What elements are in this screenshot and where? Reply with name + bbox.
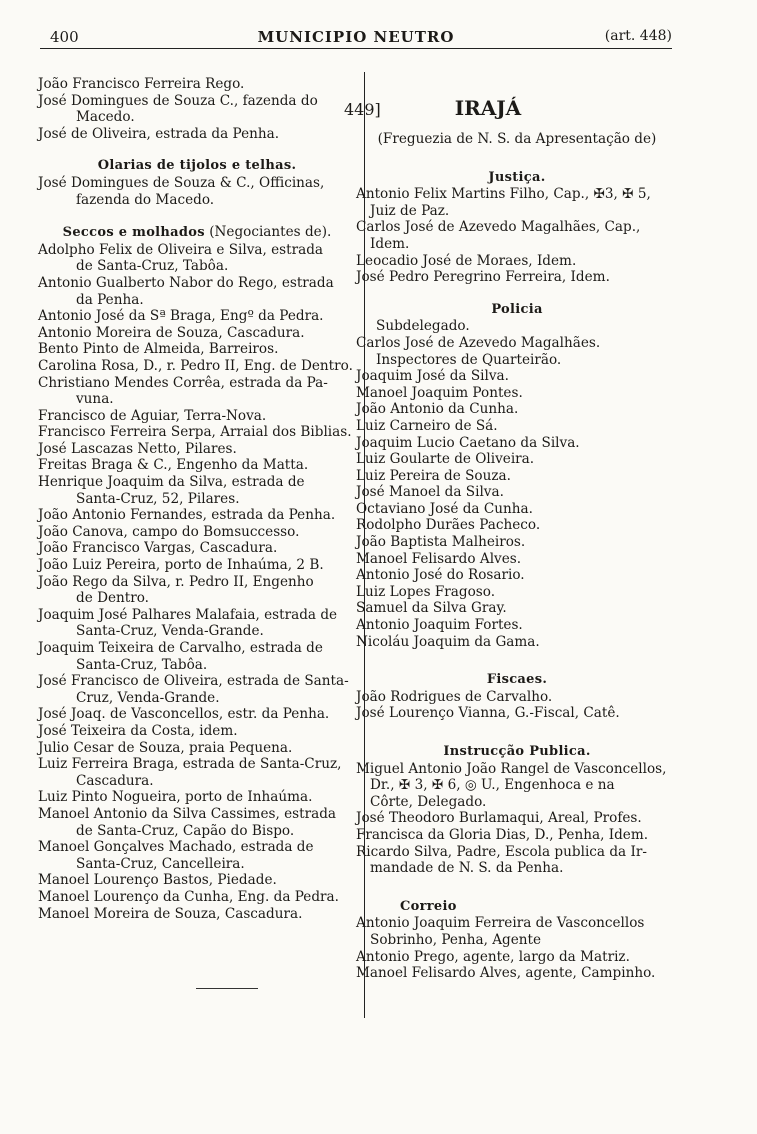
directory-entry — [38, 507, 356, 524]
directory-entry — [38, 126, 356, 143]
inspectores-list — [356, 368, 678, 650]
directory-entry — [38, 574, 356, 607]
list-item: Antonio Joaquim Fortes. — [356, 617, 523, 634]
entry-line: Manoel Lourenço Bastos, Piedade. — [38, 872, 277, 889]
directory-entry — [38, 839, 356, 872]
entry-line: João Rodrigues de Carvalho. — [356, 688, 553, 705]
entry-continuation: de Santa-Cruz, Tabôa. — [76, 258, 229, 275]
entry-continuation: mandade de N. S. da Penha. — [370, 860, 564, 877]
entry-line: Manoel Antonio da Silva Cassimes, estrada — [38, 805, 336, 822]
entry-line: Francisco de Aguiar, Terra-Nova. — [38, 407, 267, 424]
justica-entries — [356, 186, 678, 286]
entry-line: João Francisco Ferreira Rego. — [38, 76, 245, 92]
column-end-rule — [196, 988, 258, 989]
directory-entry — [38, 474, 356, 507]
entry-continuation: vuna. — [76, 391, 114, 408]
entry-line: José Theodoro Burlamaqui, Areal, Profes. — [356, 810, 642, 827]
directory-entry — [38, 76, 356, 93]
directory-entry — [356, 965, 678, 982]
subdelegado-label: Subdelegado. — [376, 318, 470, 335]
directory-entry — [356, 827, 678, 844]
directory-entry — [38, 706, 356, 723]
directory-entry — [38, 175, 356, 208]
list-item: José Manoel da Silva. — [356, 484, 504, 501]
directory-entry — [38, 424, 356, 441]
directory-entry — [38, 275, 356, 308]
page-header — [40, 28, 672, 50]
directory-entry — [356, 689, 678, 706]
entry-continuation: Juiz de Paz. — [370, 202, 450, 219]
list-item: Antonio José do Rosario. — [356, 567, 525, 584]
directory-entry — [38, 375, 356, 408]
entry-line: Antonio Gualberto Nabor do Rego, estrada — [38, 274, 334, 291]
directory-entry — [356, 705, 678, 722]
list-item: Octaviano José da Cunha. — [356, 500, 533, 517]
directory-entry — [38, 889, 356, 906]
entry-line: João Francisco Vargas, Cascadura. — [38, 540, 278, 557]
entry-continuation: Dr., ✠ 3, ✠ 6, ◎ U., Engenhoca e na — [370, 777, 615, 794]
directory-entry — [38, 341, 356, 358]
entry-line: João Antonio Fernandes, estrada da Penha. — [38, 507, 336, 524]
entry-line: Manoel Felisardo Alves, agente, Campinho. — [356, 965, 656, 982]
section-title: IRAJÁ — [454, 96, 522, 120]
directory-entry — [356, 269, 678, 286]
entry-line: Joaquim Teixeira de Carvalho, estrada de — [38, 640, 323, 656]
entry-line: José Domingues de Souza C., fazenda do — [38, 92, 318, 109]
entry-line: Joaquim José Palhares Malafaia, estrada de — [38, 606, 338, 623]
section-title-line — [344, 95, 678, 123]
right-column — [344, 95, 678, 982]
header-rule — [40, 48, 672, 49]
list-item: Luiz Lopes Fragoso. — [356, 583, 496, 600]
instrucao-heading: Instrucção Publica. — [443, 744, 591, 759]
entry-continuation: da Penha. — [76, 291, 144, 308]
entry-line: Adolpho Felix de Oliveira e Silva, estrada — [38, 241, 324, 258]
entry-line: Ricardo Silva, Padre, Escola publica da Ir- — [356, 843, 647, 860]
entry-line: José Lourenço Vianna, G.-Fiscal, Catê. — [356, 705, 620, 722]
list-item: Joaquim Lucio Caetano da Silva. — [356, 434, 580, 451]
entry-line: José Teixeira da Costa, idem. — [38, 722, 238, 739]
entry-line: Leocadio José de Moraes, Idem. — [356, 252, 577, 269]
list-item: Luiz Carneiro de Sá. — [356, 417, 498, 434]
entry-continuation: Santa-Cruz, Cancelleira. — [76, 855, 245, 872]
list-item: João Baptista Malheiros. — [356, 534, 526, 551]
correio-entries — [356, 915, 678, 981]
directory-entry — [38, 524, 356, 541]
directory-entry — [38, 325, 356, 342]
entry-line: Manoel Gonçalves Machado, estrada de — [38, 839, 314, 856]
list-item: Nicoláu Joaquim da Gama. — [356, 633, 540, 650]
seccos-heading-line — [38, 224, 356, 242]
left-top-entries — [38, 76, 356, 142]
entry-line: Manoel Lourenço da Cunha, Eng. da Pedra. — [38, 888, 339, 905]
seccos-heading: Seccos e molhados — [62, 225, 205, 241]
entry-line: Freitas Braga & C., Engenho da Matta. — [38, 457, 309, 474]
entry-line: Francisco Ferreira Serpa, Arraial dos Biblias. — [38, 424, 352, 441]
directory-entry — [38, 242, 356, 275]
policia-heading: Policia — [491, 301, 543, 317]
correio-heading: Correio — [400, 898, 457, 914]
list-item: João Antonio da Cunha. — [356, 401, 519, 418]
entry-line: Antonio José da Sª Braga, Engº da Pedra. — [38, 308, 324, 325]
list-item: Manoel Felisardo Alves. — [356, 550, 522, 567]
directory-entry — [356, 949, 678, 966]
left-column — [38, 76, 356, 922]
entry-continuation: Côrte, Delegado. — [370, 793, 487, 810]
directory-entry — [38, 756, 356, 789]
entry-continuation: fazenda do Macedo. — [76, 191, 215, 208]
instrucao-entries — [356, 761, 678, 877]
directory-entry — [38, 673, 356, 706]
directory-entry — [38, 308, 356, 325]
entry-continuation: Sobrinho, Penha, Agente — [370, 931, 542, 948]
entry-line: José Pedro Peregrino Ferreira, Idem. — [356, 269, 610, 286]
directory-entry — [38, 358, 356, 375]
directory-entry — [38, 806, 356, 839]
directory-entry — [356, 810, 678, 827]
directory-entry — [38, 93, 356, 126]
directory-entry — [38, 557, 356, 574]
list-item: Joaquim José da Silva. — [356, 368, 509, 385]
directory-entry — [38, 872, 356, 889]
directory-entry — [38, 723, 356, 740]
directory-entry — [38, 408, 356, 425]
entry-line: José Joaq. de Vasconcellos, estr. da Penha. — [38, 706, 330, 723]
directory-entry — [356, 253, 678, 270]
directory-entry — [356, 844, 678, 877]
entry-line: Christiano Mendes Corrêa, estrada da Pa- — [38, 374, 328, 391]
entry-line: Bento Pinto de Almeida, Barreiros. — [38, 341, 279, 358]
directory-entry — [38, 740, 356, 757]
entry-continuation: de Dentro. — [76, 590, 149, 607]
running-title: MUNICIPIO NEUTRO — [257, 28, 455, 46]
entry-line: Antonio Joaquim Ferreira de Vasconcellos — [356, 915, 645, 932]
list-item: Luiz Pereira de Souza. — [356, 467, 511, 484]
directory-entry — [38, 540, 356, 557]
entry-continuation: Cascadura. — [76, 772, 154, 789]
entry-line: Miguel Antonio João Rangel de Vasconcellos, — [356, 760, 667, 777]
entry-line: Carlos José de Azevedo Magalhães, Cap., — [356, 219, 641, 236]
entry-line: Luiz Ferreira Braga, estrada de Santa-Cruz, — [38, 756, 342, 773]
entry-line: João Luiz Pereira, porto de Inhaúma, 2 B. — [38, 557, 324, 574]
subdelegado-name: Carlos José de Azevedo Magalhães. — [356, 334, 601, 351]
directory-entry — [38, 607, 356, 640]
fiscaes-entries — [356, 689, 678, 722]
section-number: 449] — [344, 100, 381, 119]
justica-heading: Justiça. — [488, 169, 546, 185]
entry-continuation: Macedo. — [76, 109, 135, 126]
directory-entry — [38, 441, 356, 458]
entry-line: Francisca da Gloria Dias, D., Penha, Idem. — [356, 826, 649, 843]
list-item: Manoel Joaquim Pontes. — [356, 384, 523, 401]
article-reference: (art. 448) — [604, 28, 672, 44]
entry-line: Antonio Moreira de Souza, Cascadura. — [38, 324, 305, 341]
entry-line: José Domingues de Souza & C., Officinas, — [38, 174, 325, 191]
entry-line: Manoel Moreira de Souza, Cascadura. — [38, 905, 303, 922]
directory-entry — [356, 761, 678, 811]
seccos-entries — [38, 242, 356, 922]
entry-line: José Lascazas Netto, Pilares. — [38, 440, 237, 457]
olarias-entries — [38, 175, 356, 208]
entry-line: José Francisco de Oliveira, estrada de Santa- — [38, 673, 349, 690]
section-subtitle: (Freguezia de N. S. da Apresentação de) — [377, 131, 657, 147]
entry-continuation: de Santa-Cruz, Capão do Bispo. — [76, 822, 295, 839]
entry-line: José de Oliveira, estrada da Penha. — [38, 125, 280, 142]
inspectores-label: Inspectores de Quarteirão. — [376, 351, 562, 368]
entry-line: João Rego da Silva, r. Pedro II, Engenho — [38, 573, 314, 590]
directory-entry — [356, 915, 678, 948]
olarias-heading: Olarias de tijolos e telhas. — [97, 158, 297, 174]
entry-line: Henrique Joaquim da Silva, estrada de — [38, 474, 305, 491]
directory-entry — [38, 789, 356, 806]
directory-entry — [38, 906, 356, 923]
entry-continuation: Idem. — [370, 235, 410, 252]
directory-entry — [356, 186, 678, 219]
entry-continuation: Santa-Cruz, Venda-Grande. — [76, 623, 264, 640]
directory-entry — [38, 457, 356, 474]
list-item: Rodolpho Durães Pacheco. — [356, 517, 541, 534]
entry-line: Antonio Felix Martins Filho, Cap., ✠3, ✠ 5, — [356, 186, 651, 203]
entry-line: João Canova, campo do Bomsuccesso. — [38, 523, 300, 540]
directory-entry — [356, 219, 678, 252]
entry-line: Luiz Pinto Nogueira, porto de Inhaúma. — [38, 789, 313, 806]
entry-continuation: Santa-Cruz, 52, Pilares. — [76, 490, 240, 507]
list-item: Samuel da Silva Gray. — [356, 600, 507, 617]
entry-continuation: Santa-Cruz, Tabôa. — [76, 656, 208, 673]
entry-continuation: Cruz, Venda-Grande. — [76, 689, 220, 706]
list-item: Luiz Goularte de Oliveira. — [356, 451, 535, 468]
entry-line: Julio Cesar de Souza, praia Pequena. — [38, 739, 293, 756]
directory-entry — [38, 640, 356, 673]
fiscaes-heading: Fiscaes. — [486, 672, 548, 688]
seccos-heading-note: (Negociantes de). — [209, 224, 332, 241]
entry-line: Antonio Prego, agente, largo da Matriz. — [356, 948, 630, 965]
page-number: 400 — [50, 28, 79, 46]
entry-line: Carolina Rosa, D., r. Pedro II, Eng. de Dentro. — [38, 357, 353, 374]
